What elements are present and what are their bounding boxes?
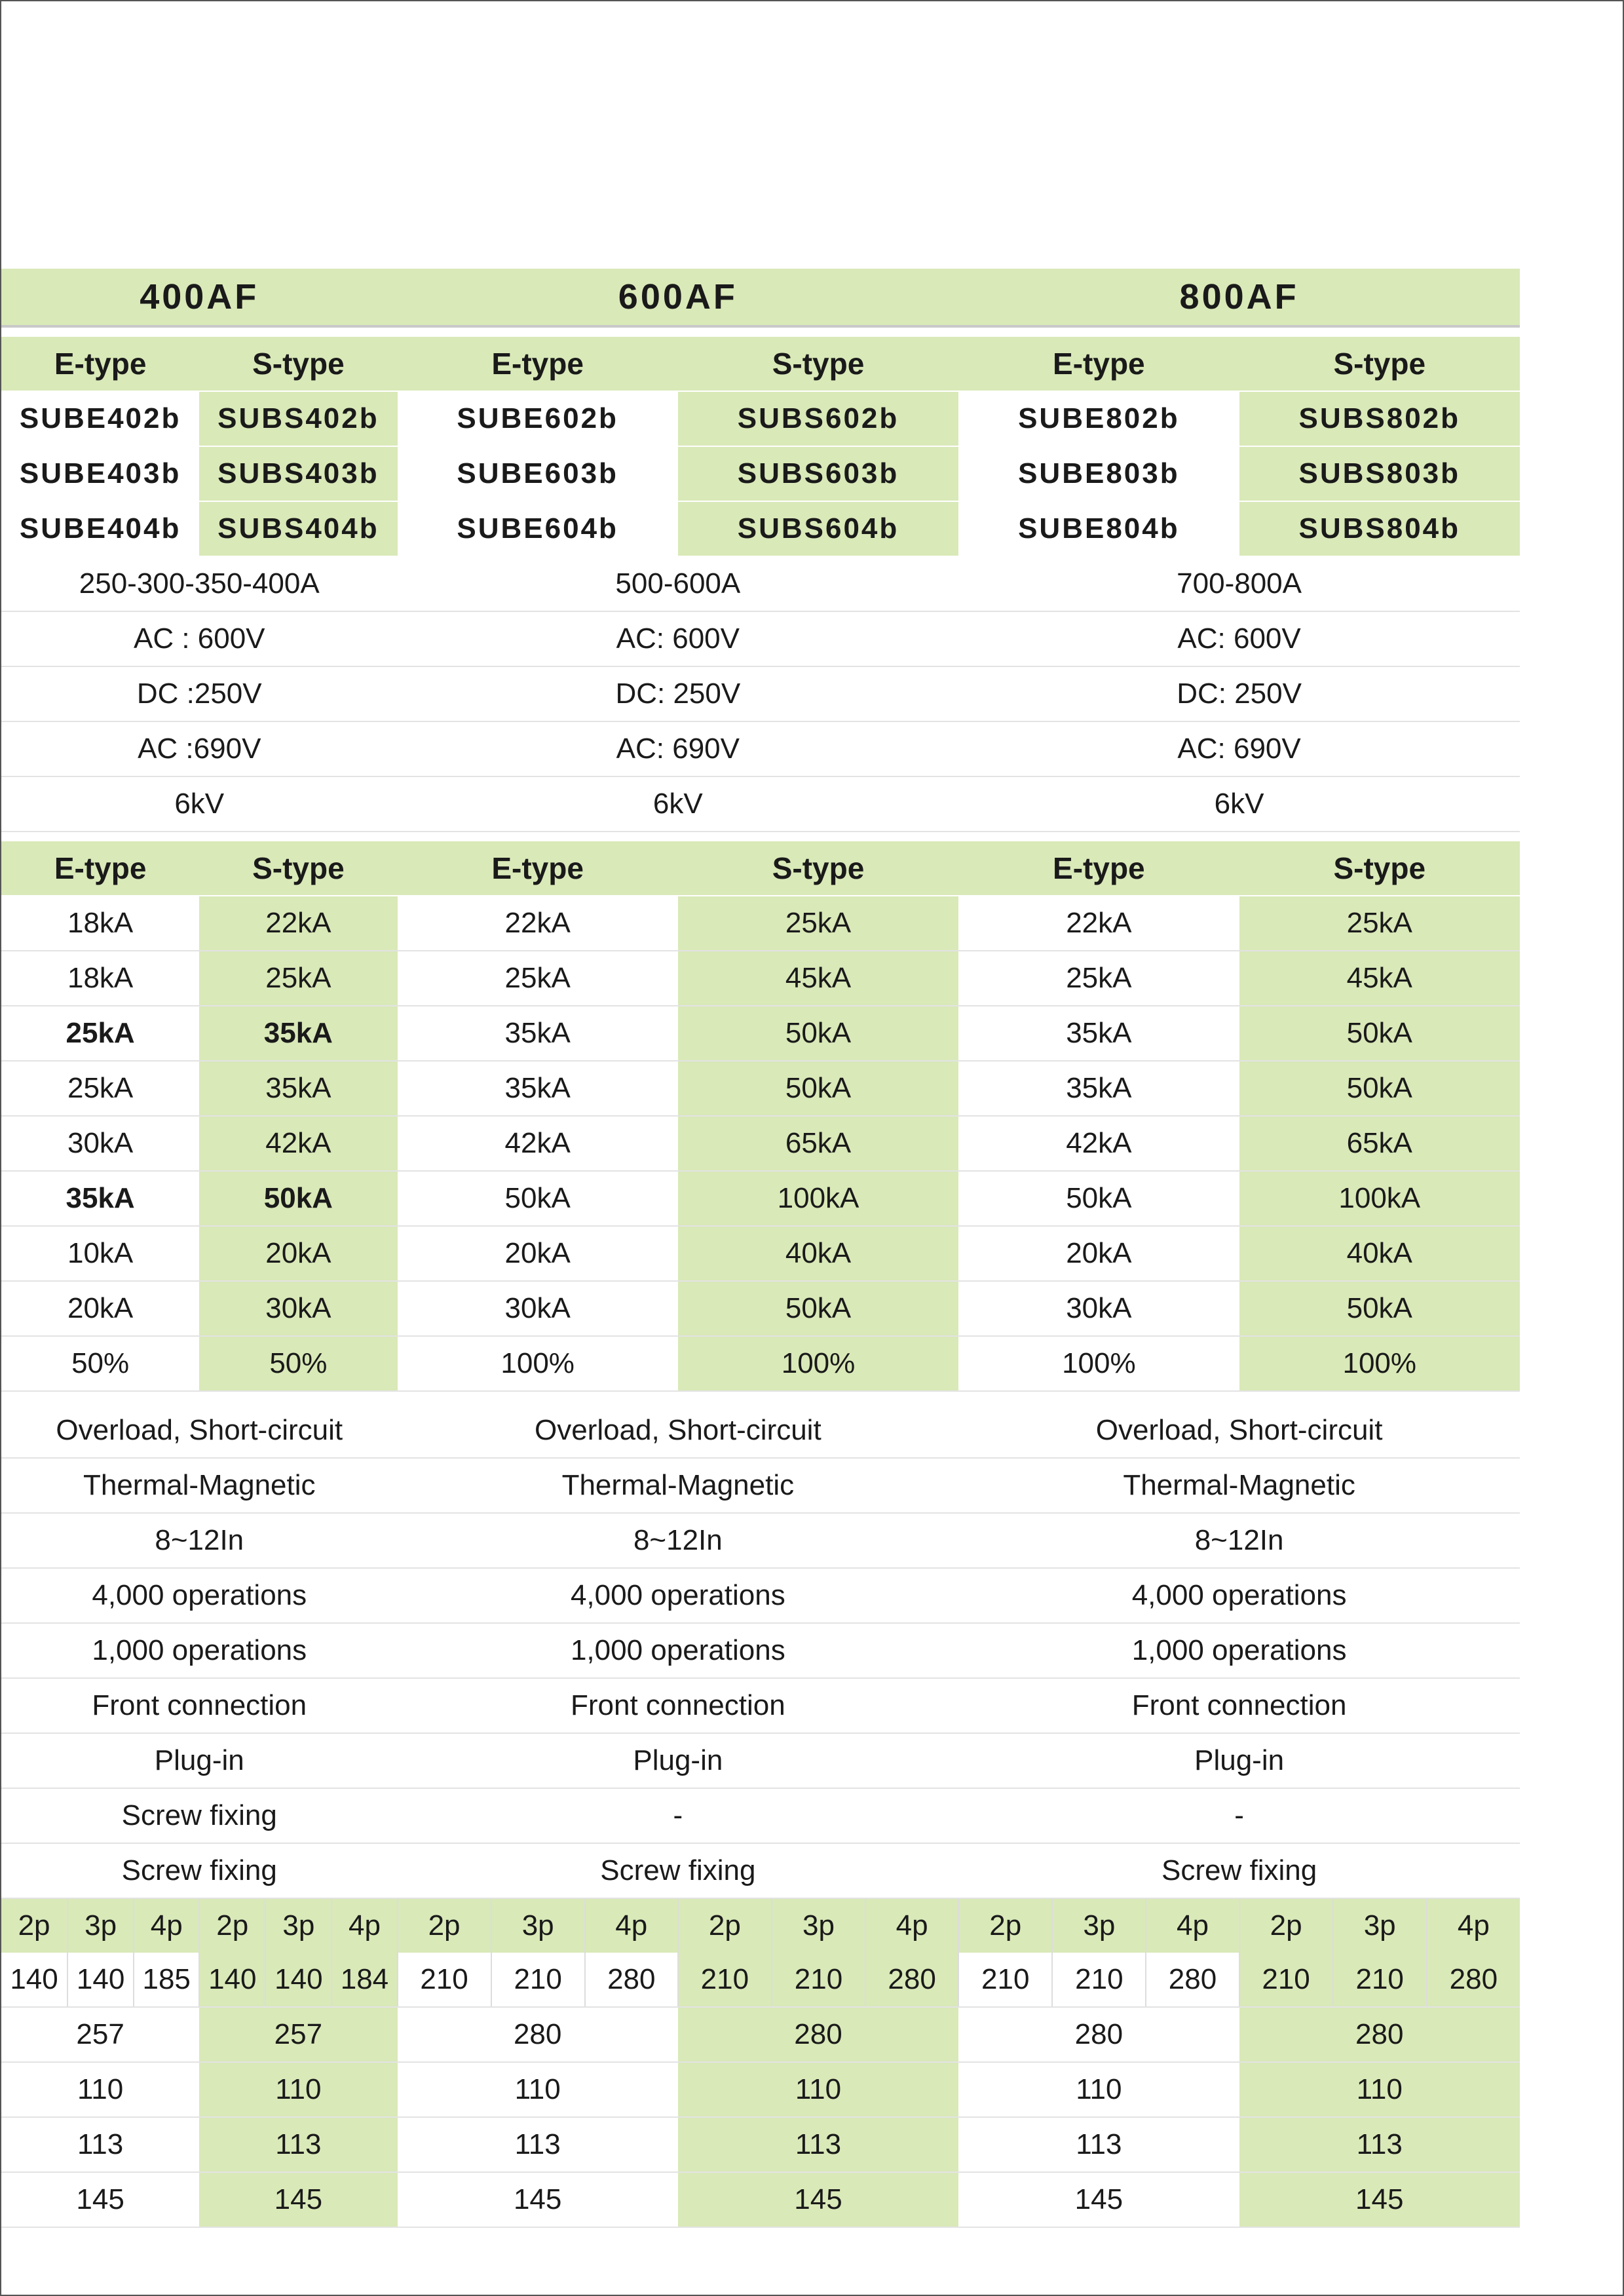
dimension-cell: 110 — [1239, 2062, 1520, 2117]
capacity-cell: 35kA — [1, 1171, 199, 1226]
capacity-cell: 20kA — [958, 1226, 1239, 1281]
capacity-cell: 22kA — [958, 896, 1239, 951]
dimension-cell: 145 — [199, 2172, 397, 2227]
general-cell: Thermal-Magnetic — [958, 1458, 1520, 1513]
type-e-800: E-type — [958, 841, 1239, 896]
dimension-cell: 280 — [678, 2007, 958, 2062]
general-row — [1, 1458, 1520, 1513]
type-s-400: S-type — [199, 841, 397, 896]
width-cell: 280 — [1427, 1953, 1520, 2007]
pole-cell: 4p — [1427, 1898, 1520, 1953]
model-cell: SUBS604b — [678, 501, 958, 556]
type-s-600: S-type — [678, 841, 958, 896]
model-cell: SUBS603b — [678, 446, 958, 501]
mccb-spec-table — [1, 269, 1520, 2228]
general-cell: Plug-in — [958, 1733, 1520, 1788]
general-cell: 4,000 operations — [958, 1568, 1520, 1623]
width-cell: 140 — [67, 1953, 134, 2007]
width-cell: 280 — [585, 1953, 678, 2007]
type-header-row — [1, 841, 1520, 896]
capacity-cell: 65kA — [678, 1116, 958, 1171]
general-row — [1, 1623, 1520, 1678]
capacity-row — [1, 1226, 1520, 1281]
capacity-cell: 35kA — [398, 1061, 678, 1116]
pole-cell: 3p — [67, 1898, 134, 1953]
capacity-cell: 30kA — [1, 1116, 199, 1171]
general-cell: 8~12In — [958, 1513, 1520, 1568]
general-cell: Front connection — [1, 1678, 398, 1733]
rating-cell: 700-800A — [958, 556, 1520, 611]
capacity-cell: 25kA — [398, 951, 678, 1006]
general-cell: Plug-in — [398, 1733, 959, 1788]
capacity-cell: 50kA — [678, 1006, 958, 1061]
pole-cell: 2p — [678, 1898, 772, 1953]
dimension-cell: 113 — [958, 2117, 1239, 2172]
rating-cell: 6kV — [398, 776, 959, 832]
dimension-cell: 145 — [398, 2172, 678, 2227]
capacity-cell: 50kA — [398, 1171, 678, 1226]
rating-cell: DC :250V — [1, 666, 398, 721]
capacity-cell: 22kA — [398, 896, 678, 951]
model-cell: SUBE402b — [1, 391, 199, 446]
dimension-row — [1, 2172, 1520, 2227]
dimension-cell: 257 — [199, 2007, 397, 2062]
width-cell: 280 — [1146, 1953, 1239, 2007]
general-cell: 4,000 operations — [1, 1568, 398, 1623]
capacity-row — [1, 1061, 1520, 1116]
model-cell: SUBS402b — [199, 391, 397, 446]
pole-cell: 4p — [331, 1898, 397, 1953]
model-cell: SUBE404b — [1, 501, 199, 556]
pole-cell: 2p — [398, 1898, 491, 1953]
type-e-600: E-type — [398, 841, 678, 896]
general-cell: 4,000 operations — [398, 1568, 959, 1623]
rating-cell: 6kV — [958, 776, 1520, 832]
capacity-cell: 50kA — [678, 1281, 958, 1336]
capacity-row — [1, 1171, 1520, 1226]
width-cell: 210 — [958, 1953, 1052, 2007]
model-cell: SUBS803b — [1239, 446, 1520, 501]
specification-sheet — [1, 269, 1520, 2228]
dimension-cell: 145 — [1, 2172, 199, 2227]
pole-cell: 3p — [491, 1898, 585, 1953]
general-cell: Screw fixing — [1, 1843, 398, 1898]
capacity-cell: 25kA — [678, 896, 958, 951]
capacity-cell: 20kA — [199, 1226, 397, 1281]
pole-cell: 4p — [134, 1898, 199, 1953]
capacity-cell: 40kA — [678, 1226, 958, 1281]
capacity-cell: 30kA — [199, 1281, 397, 1336]
model-cell: SUBE804b — [958, 501, 1239, 556]
model-cell: SUBE403b — [1, 446, 199, 501]
type-s-400: S-type — [199, 337, 397, 391]
pole-cell: 2p — [1239, 1898, 1333, 1953]
dimension-cell: 113 — [1, 2117, 199, 2172]
dimension-row — [1, 2007, 1520, 2062]
rating-cell: AC: 690V — [398, 721, 959, 776]
pole-cell: 3p — [265, 1898, 331, 1953]
dimension-cell: 280 — [1239, 2007, 1520, 2062]
dimension-cell: 280 — [958, 2007, 1239, 2062]
capacity-cell: 100% — [678, 1336, 958, 1391]
width-cell: 210 — [1239, 1953, 1333, 2007]
capacity-cell: 18kA — [1, 951, 199, 1006]
rating-row — [1, 666, 1520, 721]
model-cell: SUBE602b — [398, 391, 678, 446]
frame-600af: 600AF — [398, 269, 959, 326]
capacity-cell: 100% — [1239, 1336, 1520, 1391]
capacity-row — [1, 1006, 1520, 1061]
capacity-cell: 50kA — [678, 1061, 958, 1116]
capacity-row — [1, 951, 1520, 1006]
frame-400af: 400AF — [1, 269, 398, 326]
general-cell: Screw fixing — [1, 1788, 398, 1843]
type-e-400: E-type — [1, 841, 199, 896]
dimension-cell: 145 — [1239, 2172, 1520, 2227]
width-cell: 185 — [134, 1953, 199, 2007]
general-cell: Overload, Short-circuit — [1, 1404, 398, 1458]
dimension-cell: 113 — [678, 2117, 958, 2172]
pole-cell: 2p — [199, 1898, 265, 1953]
width-cell: 210 — [398, 1953, 491, 2007]
general-cell: Overload, Short-circuit — [398, 1404, 959, 1458]
capacity-cell: 50% — [1, 1336, 199, 1391]
model-cell: SUBE802b — [958, 391, 1239, 446]
general-cell: - — [398, 1788, 959, 1843]
dimension-cell: 113 — [199, 2117, 397, 2172]
dimension-cell: 145 — [678, 2172, 958, 2227]
width-cell: 210 — [678, 1953, 772, 2007]
capacity-cell: 20kA — [398, 1226, 678, 1281]
width-row — [1, 1953, 1520, 2007]
width-cell: 210 — [1052, 1953, 1146, 2007]
width-cell: 140 — [265, 1953, 331, 2007]
capacity-cell: 20kA — [1, 1281, 199, 1336]
general-cell: 8~12In — [1, 1513, 398, 1568]
pole-cell: 4p — [865, 1898, 958, 1953]
width-cell: 210 — [491, 1953, 585, 2007]
model-cell: SUBS802b — [1239, 391, 1520, 446]
type-e-600: E-type — [398, 337, 678, 391]
capacity-cell: 40kA — [1239, 1226, 1520, 1281]
capacity-row — [1, 1336, 1520, 1391]
general-cell: 1,000 operations — [1, 1623, 398, 1678]
general-row — [1, 1513, 1520, 1568]
dimension-cell: 110 — [199, 2062, 397, 2117]
rating-cell: AC: 600V — [398, 611, 959, 666]
dimension-cell: 145 — [958, 2172, 1239, 2227]
model-cell: SUBE803b — [958, 446, 1239, 501]
capacity-cell: 22kA — [199, 896, 397, 951]
general-row — [1, 1788, 1520, 1843]
model-cell: SUBS804b — [1239, 501, 1520, 556]
capacity-row — [1, 1116, 1520, 1171]
model-row — [1, 446, 1520, 501]
dimension-cell: 113 — [398, 2117, 678, 2172]
capacity-cell: 25kA — [1, 1061, 199, 1116]
model-cell: SUBS602b — [678, 391, 958, 446]
dimension-cell: 257 — [1, 2007, 199, 2062]
model-row — [1, 501, 1520, 556]
pole-cell: 3p — [1333, 1898, 1427, 1953]
capacity-cell: 42kA — [958, 1116, 1239, 1171]
general-row — [1, 1568, 1520, 1623]
capacity-cell: 50kA — [1239, 1281, 1520, 1336]
rating-cell: 6kV — [1, 776, 398, 832]
capacity-cell: 35kA — [398, 1006, 678, 1061]
capacity-row — [1, 1281, 1520, 1336]
dimension-row — [1, 2062, 1520, 2117]
capacity-cell: 42kA — [398, 1116, 678, 1171]
rating-cell: AC: 600V — [958, 611, 1520, 666]
frame-800af: 800AF — [958, 269, 1520, 326]
rating-cell: 500-600A — [398, 556, 959, 611]
capacity-cell: 35kA — [958, 1061, 1239, 1116]
general-cell: Screw fixing — [958, 1843, 1520, 1898]
type-e-800: E-type — [958, 337, 1239, 391]
width-cell: 140 — [1, 1953, 67, 2007]
rating-cell: DC: 250V — [398, 666, 959, 721]
rating-row — [1, 776, 1520, 832]
capacity-cell: 25kA — [958, 951, 1239, 1006]
rating-row — [1, 611, 1520, 666]
model-cell: SUBS404b — [199, 501, 397, 556]
general-cell: Overload, Short-circuit — [958, 1404, 1520, 1458]
capacity-cell: 30kA — [958, 1281, 1239, 1336]
general-cell: 1,000 operations — [958, 1623, 1520, 1678]
dimension-cell: 280 — [398, 2007, 678, 2062]
capacity-cell: 45kA — [1239, 951, 1520, 1006]
capacity-cell: 50kA — [199, 1171, 397, 1226]
capacity-cell: 35kA — [958, 1006, 1239, 1061]
model-row — [1, 391, 1520, 446]
general-row — [1, 1733, 1520, 1788]
general-row — [1, 1843, 1520, 1898]
general-cell: Thermal-Magnetic — [1, 1458, 398, 1513]
capacity-cell: 100% — [958, 1336, 1239, 1391]
width-cell: 140 — [199, 1953, 265, 2007]
general-cell: Thermal-Magnetic — [398, 1458, 959, 1513]
model-cell: SUBE604b — [398, 501, 678, 556]
general-cell: Screw fixing — [398, 1843, 959, 1898]
pole-cell: 4p — [1146, 1898, 1239, 1953]
capacity-cell: 65kA — [1239, 1116, 1520, 1171]
capacity-cell: 35kA — [199, 1061, 397, 1116]
general-cell: Front connection — [958, 1678, 1520, 1733]
capacity-row — [1, 896, 1520, 951]
width-cell: 184 — [331, 1953, 397, 2007]
rating-cell: AC :690V — [1, 721, 398, 776]
general-row — [1, 1404, 1520, 1458]
capacity-cell: 100kA — [1239, 1171, 1520, 1226]
pole-cell: 2p — [958, 1898, 1052, 1953]
rating-row — [1, 721, 1520, 776]
dimension-cell: 113 — [1239, 2117, 1520, 2172]
type-s-600: S-type — [678, 337, 958, 391]
type-e-400: E-type — [1, 337, 199, 391]
dimension-cell: 110 — [678, 2062, 958, 2117]
model-cell: SUBE603b — [398, 446, 678, 501]
poles-row — [1, 1898, 1520, 1953]
capacity-cell: 100kA — [678, 1171, 958, 1226]
capacity-cell: 10kA — [1, 1226, 199, 1281]
capacity-cell: 35kA — [199, 1006, 397, 1061]
capacity-cell: 50kA — [1239, 1061, 1520, 1116]
dimension-row — [1, 2117, 1520, 2172]
model-cell: SUBS403b — [199, 446, 397, 501]
capacity-cell: 45kA — [678, 951, 958, 1006]
rating-cell: 250-300-350-400A — [1, 556, 398, 611]
width-cell: 210 — [772, 1953, 865, 2007]
capacity-cell: 25kA — [199, 951, 397, 1006]
width-cell: 210 — [1333, 1953, 1427, 2007]
rating-cell: AC : 600V — [1, 611, 398, 666]
pole-cell: 2p — [1, 1898, 67, 1953]
capacity-cell: 18kA — [1, 896, 199, 951]
capacity-cell: 42kA — [199, 1116, 397, 1171]
capacity-cell: 50kA — [1239, 1006, 1520, 1061]
pole-cell: 3p — [1052, 1898, 1146, 1953]
type-header-row — [1, 337, 1520, 391]
type-s-800: S-type — [1239, 841, 1520, 896]
type-s-800: S-type — [1239, 337, 1520, 391]
general-cell: Front connection — [398, 1678, 959, 1733]
frame-header-row — [1, 269, 1520, 326]
pole-cell: 3p — [772, 1898, 865, 1953]
width-cell: 280 — [865, 1953, 958, 2007]
capacity-cell: 50% — [199, 1336, 397, 1391]
rating-cell: DC: 250V — [958, 666, 1520, 721]
general-cell: 8~12In — [398, 1513, 959, 1568]
dimension-cell: 110 — [958, 2062, 1239, 2117]
general-row — [1, 1678, 1520, 1733]
capacity-cell: 30kA — [398, 1281, 678, 1336]
pole-cell: 4p — [585, 1898, 678, 1953]
capacity-cell: 25kA — [1, 1006, 199, 1061]
capacity-cell: 25kA — [1239, 896, 1520, 951]
capacity-cell: 50kA — [958, 1171, 1239, 1226]
general-cell: Plug-in — [1, 1733, 398, 1788]
rating-row — [1, 556, 1520, 611]
general-cell: - — [958, 1788, 1520, 1843]
dimension-cell: 110 — [1, 2062, 199, 2117]
general-cell: 1,000 operations — [398, 1623, 959, 1678]
capacity-cell: 100% — [398, 1336, 678, 1391]
rating-cell: AC: 690V — [958, 721, 1520, 776]
dimension-cell: 110 — [398, 2062, 678, 2117]
